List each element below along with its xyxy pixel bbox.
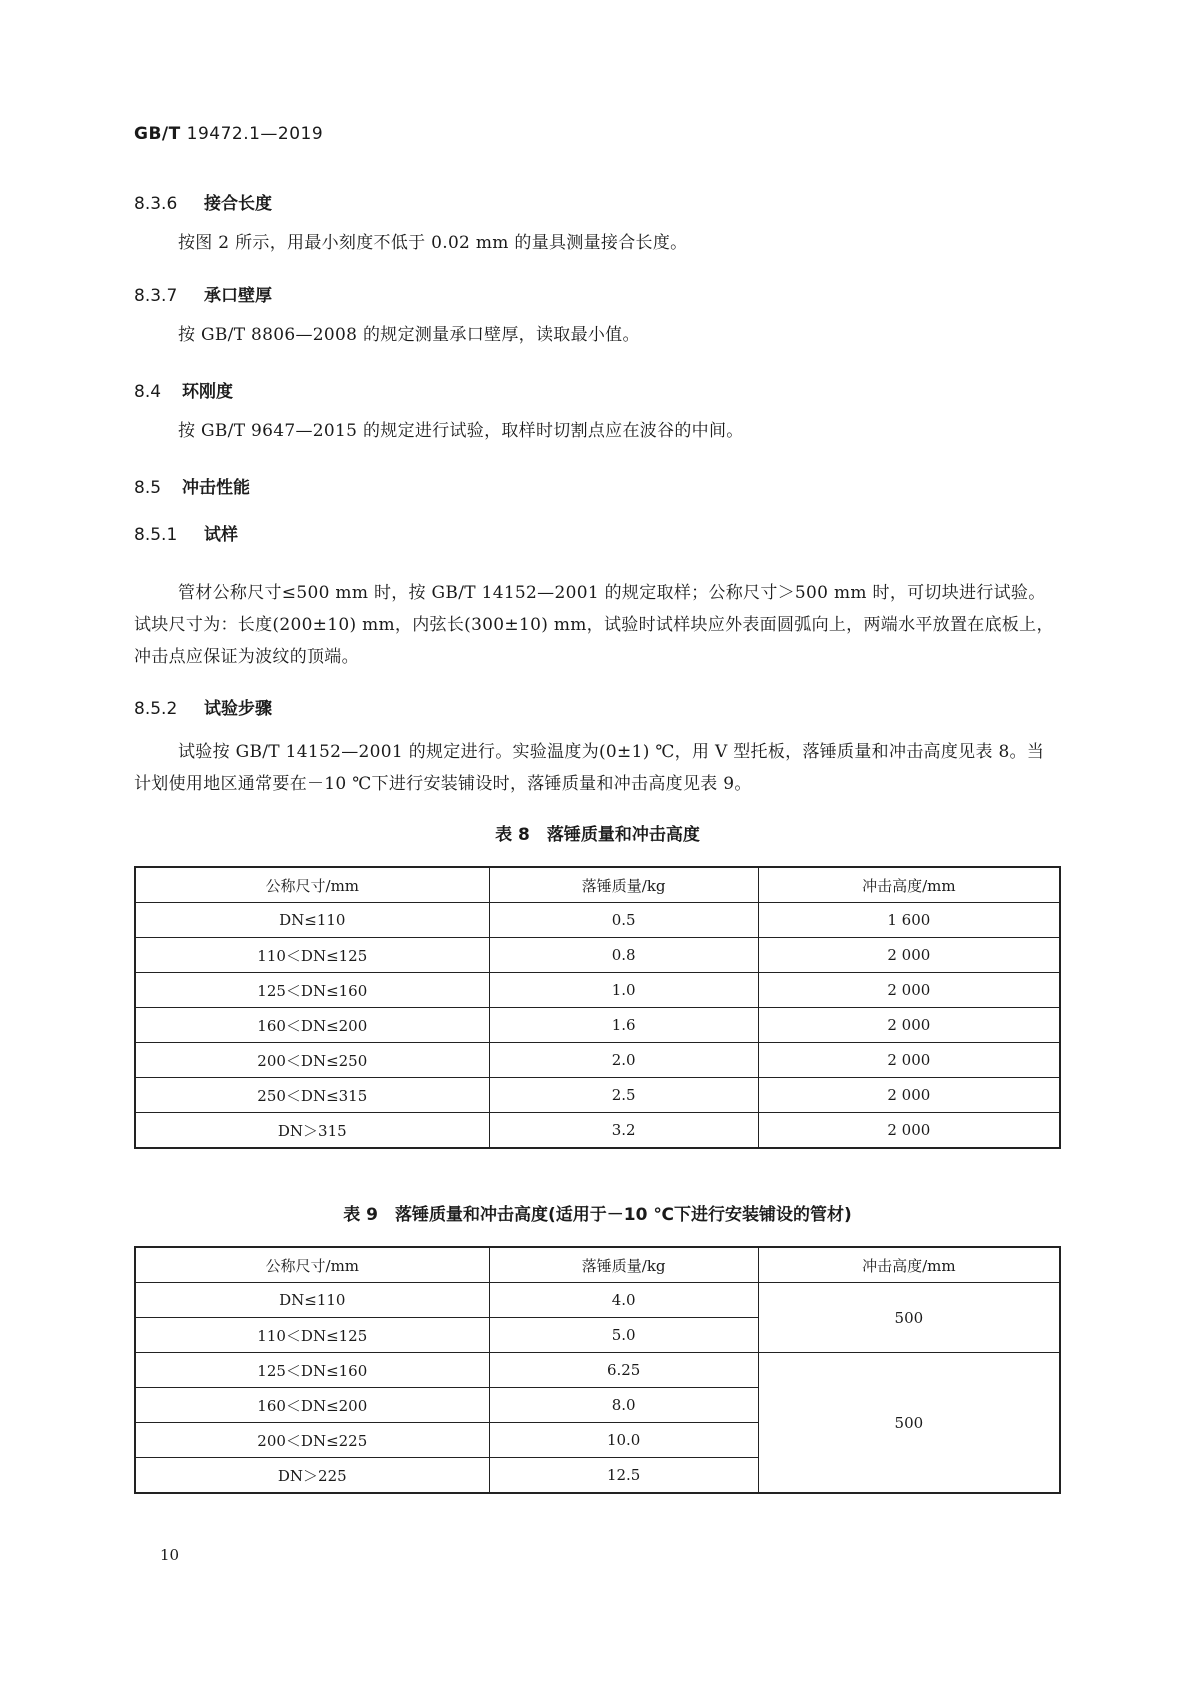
table-cell: 200＜DN≤225 [135,1423,489,1458]
table-cell: 12.5 [489,1458,758,1494]
table-header-cell: 公称尺寸/mm [135,1247,489,1283]
section-text-8-5-1: 管材公称尺寸≤500 mm 时，按 GB/T 14152—2001 的规定取样；公称尺寸＞500 mm 时，可切块进行试验。试块尺寸为：长度(200±10) mm，内弦长(300±10) mm，试验时试样块应外表面圆弧向上，两端水平放置在底板上，冲击点应保证为波纹的顶端。 [134,583,1054,667]
table-cell-merged: 500 [758,1353,1060,1494]
table-cell: 3.2 [489,1113,758,1149]
table-row [135,1043,1060,1078]
table-cell: 6.25 [489,1353,758,1388]
section-title: 试验步骤 [204,699,272,719]
standard-code [134,124,323,144]
section-title: 冲击性能 [182,478,250,498]
table-cell: 1.6 [489,1008,758,1043]
table9 [134,1246,1061,1494]
table-cell: 10.0 [489,1423,758,1458]
table-row [135,903,1060,938]
table-cell: DN＞315 [135,1113,489,1149]
standard-code-prefix: GB/T [134,124,181,144]
section-number: 8.5 [134,478,162,498]
table-row [135,938,1060,973]
table-cell: 2.5 [489,1078,758,1113]
table-header-cell: 公称尺寸/mm [135,867,489,903]
section-text-8-3-6: 按图 2 所示，用最小刻度不低于 0.02 mm 的量具测量接合长度。 [178,233,688,253]
table-header-cell: 冲击高度/mm [758,867,1060,903]
table-header-row [135,867,1060,903]
standard-code-number: 19472.1—2019 [186,124,324,144]
table-cell: 2 000 [758,1008,1060,1043]
table-cell: 160＜DN≤200 [135,1008,489,1043]
section-title: 承口壁厚 [204,286,272,306]
table-cell: 0.8 [489,938,758,973]
section-number: 8.5.2 [134,699,178,719]
table-cell: 250＜DN≤315 [135,1078,489,1113]
table-cell: 2.0 [489,1043,758,1078]
table-header-row [135,1247,1060,1283]
table-cell: 1 600 [758,903,1060,938]
section-number: 8.5.1 [134,525,178,545]
table-cell: 125＜DN≤160 [135,973,489,1008]
section-heading-8-3-7 [134,281,272,306]
table-row [135,1353,1060,1388]
section-title: 环刚度 [182,382,233,402]
table-cell: 2 000 [758,1078,1060,1113]
table-cell: 160＜DN≤200 [135,1388,489,1423]
table-cell: 2 000 [758,973,1060,1008]
table-cell: 2 000 [758,938,1060,973]
table-header-cell: 落锤质量/kg [489,1247,758,1283]
section-title: 试样 [204,525,238,545]
table-cell: 110＜DN≤125 [135,938,489,973]
table-cell: 2 000 [758,1113,1060,1149]
page-number: 10 [160,1546,180,1564]
section-text-8-5-2: 试验按 GB/T 14152—2001 的规定进行。实验温度为(0±1) ℃，用 V 型托板，落锤质量和冲击高度见表 8。当计划使用地区通常要在－10 ℃下进行安装铺设时，落锤质量和冲击高度见表 9。 [134,742,1045,794]
section-text-8-3-7: 按 GB/T 8806—2008 的规定测量承口壁厚，读取最小值。 [178,325,640,345]
table-cell: 2 000 [758,1043,1060,1078]
table-row [135,1008,1060,1043]
table-cell-merged: 500 [758,1283,1060,1353]
table-cell: 125＜DN≤160 [135,1353,489,1388]
table-row [135,1078,1060,1113]
section-text-8-4: 按 GB/T 9647—2015 的规定进行试验，取样时切割点应在波谷的中间。 [178,421,744,441]
table-cell: DN＞225 [135,1458,489,1494]
section-heading-8-3-6 [134,189,272,214]
table-cell: 0.5 [489,903,758,938]
table-cell: 4.0 [489,1283,758,1318]
table9-caption: 表 9 落锤质量和冲击高度(适用于－10 ℃下进行安装铺设的管材) [343,1205,852,1225]
table-cell: DN≤110 [135,903,489,938]
table-cell: 5.0 [489,1318,758,1353]
table8 [134,866,1061,1149]
table-cell: 1.0 [489,973,758,1008]
section-number: 8.4 [134,382,162,402]
section-number: 8.3.6 [134,194,178,214]
table-row [135,1283,1060,1318]
section-number: 8.3.7 [134,286,178,306]
table-cell: 200＜DN≤250 [135,1043,489,1078]
section-heading-8-5-2 [134,694,272,719]
table-header-cell: 冲击高度/mm [758,1247,1060,1283]
table-cell: 8.0 [489,1388,758,1423]
section-heading-8-5-1 [134,520,238,545]
section-title: 接合长度 [204,194,272,214]
table-header-cell: 落锤质量/kg [489,867,758,903]
table-cell: 110＜DN≤125 [135,1318,489,1353]
section-heading-8-5 [134,473,250,498]
table-row [135,1113,1060,1149]
table-cell: DN≤110 [135,1283,489,1318]
table-row [135,973,1060,1008]
table8-caption: 表 8 落锤质量和冲击高度 [495,825,700,845]
section-heading-8-4 [134,377,233,402]
